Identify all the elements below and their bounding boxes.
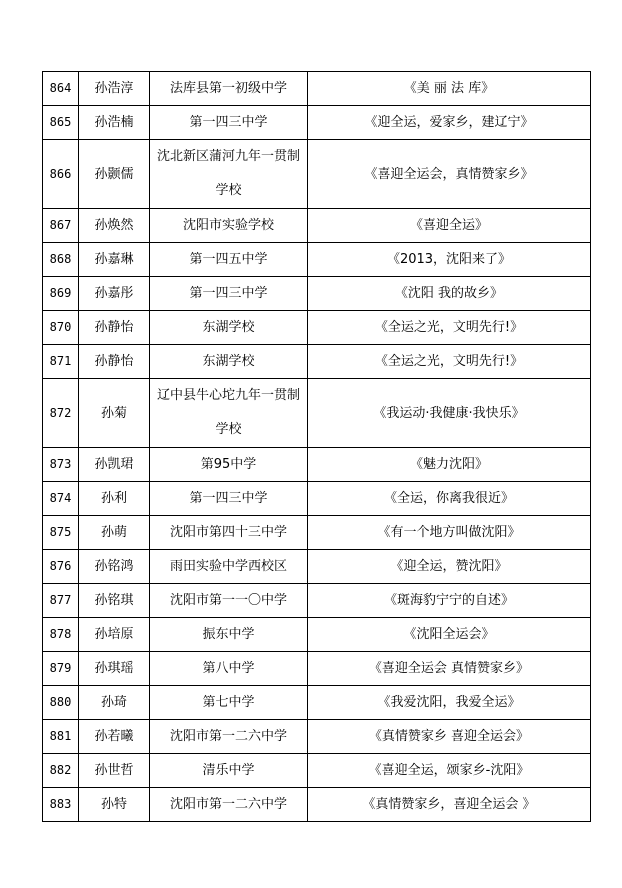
school-name: 第七中学 <box>150 686 308 720</box>
table-row <box>43 652 591 686</box>
school-name: 第95中学 <box>150 448 308 482</box>
entry-number: 869 <box>43 277 79 311</box>
entry-number: 867 <box>43 209 79 243</box>
table-row <box>43 482 591 516</box>
essay-title: 《我运动·我健康·我快乐》 <box>308 379 591 448</box>
school-name: 振东中学 <box>150 618 308 652</box>
entry-number: 879 <box>43 652 79 686</box>
table-row <box>43 448 591 482</box>
student-name: 孙静怡 <box>79 311 150 345</box>
essay-title: 《我爱沈阳，我爱全运》 <box>308 686 591 720</box>
table-row <box>43 618 591 652</box>
student-name: 孙嘉彤 <box>79 277 150 311</box>
student-name: 孙铭琪 <box>79 584 150 618</box>
table-row <box>43 379 591 448</box>
school-name: 沈阳市第一二六中学 <box>150 788 308 822</box>
essay-title: 《喜迎全运会 真情赞家乡》 <box>308 652 591 686</box>
student-name: 孙凯珺 <box>79 448 150 482</box>
table-row <box>43 311 591 345</box>
entry-number: 870 <box>43 311 79 345</box>
table-row <box>43 686 591 720</box>
school-name: 沈阳市第一二六中学 <box>150 720 308 754</box>
student-name: 孙菊 <box>79 379 150 448</box>
essay-title: 《全运之光，文明先行!》 <box>308 345 591 379</box>
table-row <box>43 788 591 822</box>
school-name: 第一四三中学 <box>150 482 308 516</box>
student-name: 孙浩淳 <box>79 72 150 106</box>
school-name: 辽中县牛心坨九年一贯制学校 <box>150 379 308 448</box>
essay-title: 《沈阳 我的故乡》 <box>308 277 591 311</box>
entry-number: 865 <box>43 106 79 140</box>
essay-title: 《真情赞家乡，喜迎全运会 》 <box>308 788 591 822</box>
student-name: 孙铭鸿 <box>79 550 150 584</box>
student-name: 孙颢儒 <box>79 140 150 209</box>
essay-title: 《全运之光，文明先行!》 <box>308 311 591 345</box>
school-name: 东湖学校 <box>150 345 308 379</box>
student-name: 孙培原 <box>79 618 150 652</box>
table-row <box>43 243 591 277</box>
student-name: 孙若曦 <box>79 720 150 754</box>
table-row <box>43 277 591 311</box>
essay-title: 《有一个地方叫做沈阳》 <box>308 516 591 550</box>
student-name: 孙静怡 <box>79 345 150 379</box>
student-name: 孙特 <box>79 788 150 822</box>
essay-title: 《迎全运，赞沈阳》 <box>308 550 591 584</box>
entry-number: 882 <box>43 754 79 788</box>
essay-title: 《迎全运，爱家乡，建辽宁》 <box>308 106 591 140</box>
essay-title: 《喜迎全运》 <box>308 209 591 243</box>
school-name: 沈阳市实验学校 <box>150 209 308 243</box>
school-name: 第一四三中学 <box>150 106 308 140</box>
table-row <box>43 140 591 209</box>
essay-title: 《美 丽 法 库》 <box>308 72 591 106</box>
table-row <box>43 106 591 140</box>
table-row <box>43 345 591 379</box>
table-row <box>43 754 591 788</box>
essay-title: 《魅力沈阳》 <box>308 448 591 482</box>
entry-number: 875 <box>43 516 79 550</box>
essay-title: 《2013，沈阳来了》 <box>308 243 591 277</box>
entry-number: 873 <box>43 448 79 482</box>
essay-title: 《斑海豹宁宁的自述》 <box>308 584 591 618</box>
entry-number: 872 <box>43 379 79 448</box>
essay-title: 《全运，你离我很近》 <box>308 482 591 516</box>
student-name: 孙萌 <box>79 516 150 550</box>
entry-number: 877 <box>43 584 79 618</box>
school-name: 清乐中学 <box>150 754 308 788</box>
school-name: 沈北新区蒲河九年一贯制学校 <box>150 140 308 209</box>
essay-title: 《真情赞家乡 喜迎全运会》 <box>308 720 591 754</box>
table-row <box>43 720 591 754</box>
entry-number: 871 <box>43 345 79 379</box>
student-name: 孙琦 <box>79 686 150 720</box>
school-name: 沈阳市第四十三中学 <box>150 516 308 550</box>
entry-number: 878 <box>43 618 79 652</box>
essay-title: 《喜迎全运会，真情赞家乡》 <box>308 140 591 209</box>
table-row <box>43 550 591 584</box>
entry-number: 883 <box>43 788 79 822</box>
school-name: 第一四五中学 <box>150 243 308 277</box>
entry-number: 874 <box>43 482 79 516</box>
table-row <box>43 584 591 618</box>
student-name: 孙浩楠 <box>79 106 150 140</box>
entry-number: 866 <box>43 140 79 209</box>
school-name: 第八中学 <box>150 652 308 686</box>
entry-number: 881 <box>43 720 79 754</box>
student-name: 孙嘉琳 <box>79 243 150 277</box>
school-name: 第一四三中学 <box>150 277 308 311</box>
table-row <box>43 209 591 243</box>
student-name: 孙世哲 <box>79 754 150 788</box>
student-name: 孙利 <box>79 482 150 516</box>
table-row <box>43 72 591 106</box>
school-name: 东湖学校 <box>150 311 308 345</box>
entry-number: 880 <box>43 686 79 720</box>
table-row <box>43 516 591 550</box>
entry-number: 864 <box>43 72 79 106</box>
entry-table <box>42 71 591 822</box>
essay-title: 《喜迎全运，颂家乡-沈阳》 <box>308 754 591 788</box>
school-name: 雨田实验中学西校区 <box>150 550 308 584</box>
school-name: 沈阳市第一一〇中学 <box>150 584 308 618</box>
student-name: 孙焕然 <box>79 209 150 243</box>
entry-number: 876 <box>43 550 79 584</box>
essay-title: 《沈阳全运会》 <box>308 618 591 652</box>
student-name: 孙琪瑶 <box>79 652 150 686</box>
school-name: 法库县第一初级中学 <box>150 72 308 106</box>
entry-number: 868 <box>43 243 79 277</box>
